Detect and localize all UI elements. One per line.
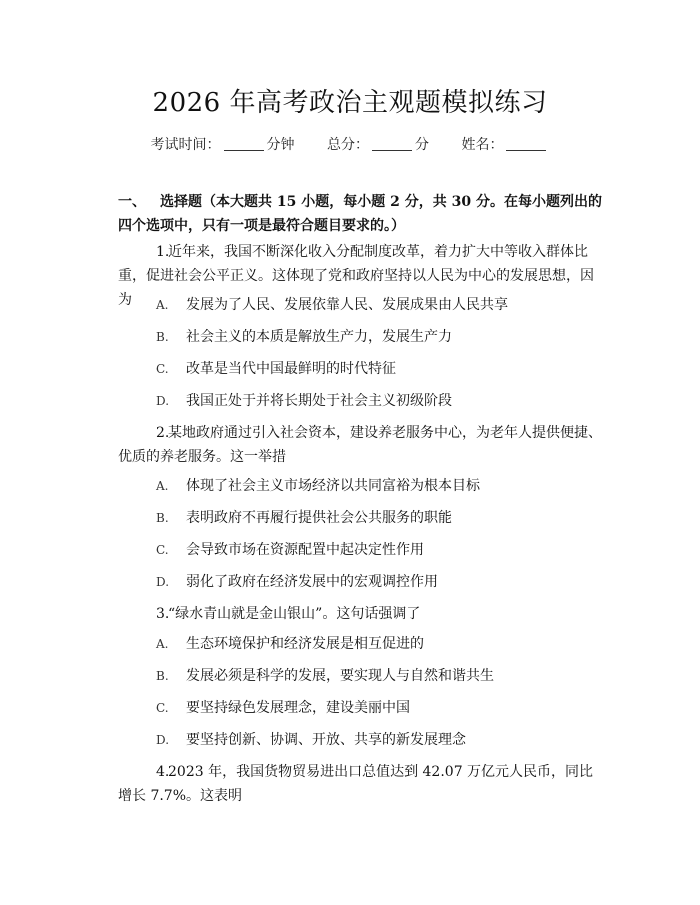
option-text: 我国正处于并将长期处于社会主义初级阶段: [186, 393, 452, 409]
question-number: 4.: [156, 764, 170, 780]
option-letter: A.: [156, 479, 169, 493]
question-text: 某地政府通过引入社会资本，建设养老服务中心，为老年人提供便捷、优质的养老服务。这一举措: [118, 425, 602, 465]
section-heading: [118, 190, 602, 238]
q1-option-b: [156, 327, 452, 347]
q1-option-d: [156, 391, 452, 411]
time-label: 考试时间：: [150, 137, 221, 153]
question-number: 3.: [156, 606, 170, 622]
question-text: 近年来，我国不断深化收入分配制度改革，着力扩大中等收入群体比重，促进社会公平正义。这体现了党和政府坚持以人民为中心的发展思想，因为: [118, 244, 594, 308]
option-text: 要坚持绿色发展理念，建设美丽中国: [186, 700, 410, 716]
option-text: 表明政府不再履行提供社会公共服务的职能: [186, 510, 452, 526]
section-number: 一、: [118, 194, 146, 210]
q1-option-c: [156, 359, 396, 379]
option-text: 改革是当代中国最鲜明的时代特征: [186, 361, 396, 377]
question-4-stem: [118, 760, 602, 808]
option-text: 弱化了政府在经济发展中的宏观调控作用: [186, 574, 438, 590]
q1-option-a: [156, 295, 508, 315]
question-number: 1.: [156, 244, 170, 260]
exam-meta: [0, 134, 700, 154]
question-number: 2.: [156, 425, 170, 441]
option-text: 生态环境保护和经济发展是相互促进的: [186, 636, 424, 652]
name-label: 姓名：: [461, 137, 504, 153]
option-letter: B.: [156, 511, 169, 525]
option-text: 要坚持创新、协调、开放、共享的新发展理念: [186, 732, 466, 748]
q2-option-d: [156, 572, 438, 592]
option-letter: C.: [156, 701, 169, 715]
time-blank: [224, 136, 264, 151]
option-letter: A.: [156, 298, 169, 312]
option-letter: C.: [156, 543, 169, 557]
exam-name: [461, 137, 549, 153]
option-text: 发展为了人民、发展依靠人民、发展成果由人民共享: [186, 297, 508, 313]
question-3-stem: [118, 602, 602, 626]
section-instructions: 选择题（本大题共 15 小题，每小题 2 分，共 30 分。在每小题列出的四个选项中，只有一项是最符合题目要求的。）: [118, 194, 602, 234]
score-blank: [372, 136, 412, 151]
q3-option-d: [156, 730, 466, 750]
option-text: 体现了社会主义市场经济以共同富裕为根本目标: [186, 478, 480, 494]
option-text: 发展必须是科学的发展，要实现人与自然和谐共生: [186, 668, 494, 684]
score-unit: 分: [415, 137, 429, 153]
exam-time: [151, 137, 295, 153]
option-letter: B.: [156, 669, 169, 683]
option-letter: C.: [156, 362, 169, 376]
page-title: 2026 年高考政治主观题模拟练习: [152, 88, 548, 118]
option-text: 社会主义的本质是解放生产力，发展生产力: [186, 329, 452, 345]
q2-option-a: [156, 476, 480, 496]
option-letter: A.: [156, 637, 169, 651]
option-letter: D.: [156, 733, 170, 747]
q2-option-c: [156, 540, 424, 560]
q3-option-b: [156, 666, 494, 686]
time-unit: 分钟: [266, 137, 295, 153]
score-label: 总分：: [327, 137, 369, 153]
q3-option-a: [156, 634, 424, 654]
option-letter: D.: [156, 575, 170, 589]
question-text: 2023 年，我国货物贸易进出口总值达到 42.07 万亿元人民币，同比增长 7.7%。这表明: [118, 764, 594, 804]
option-letter: D.: [156, 394, 170, 408]
exam-score: [327, 137, 429, 153]
name-blank: [506, 136, 546, 151]
q3-option-c: [156, 698, 410, 718]
option-text: 会导致市场在资源配置中起决定性作用: [186, 542, 424, 558]
question-text: “绿水青山就是金山银山”。这句话强调了: [168, 606, 421, 622]
question-2-stem: [118, 421, 602, 469]
q2-option-b: [156, 508, 452, 528]
option-letter: B.: [156, 330, 169, 344]
